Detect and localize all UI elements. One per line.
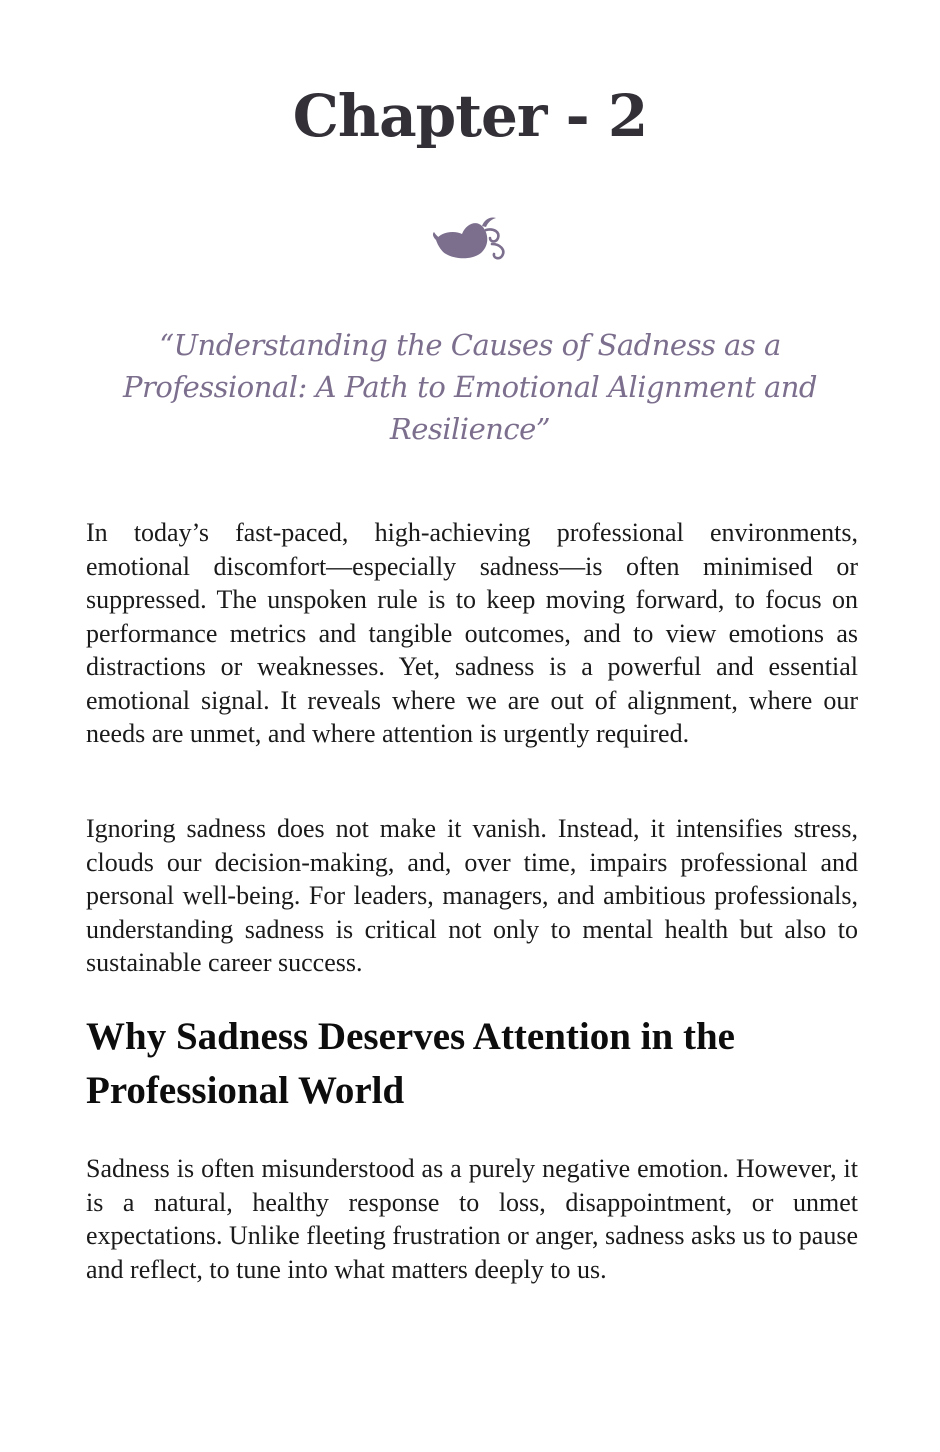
body-paragraph: Sadness is often misunderstood as a purely negative emotion. However, it is a natural, healthy response to loss, disappointment, or unmet expectations. Unlike fleeting frustration or anger, sadness asks us to pause and reflect, to tune into what matters deeply to us.	[86, 1154, 858, 1284]
body-paragraph: Ignoring sadness does not make it vanish. Instead, it intensifies stress, clouds our decision-making, and, over time, impairs professional and personal well-being. For leaders, managers, and ambitious professionals, understanding sadness is critical not only to mental health but also to sustainable career success.	[86, 814, 858, 977]
chapter-subtitle: “Understanding the Causes of Sadness as a Professional: A Path to Emotional Alignment and Resilience”	[123, 328, 817, 446]
chapter-title: Chapter - 2	[292, 82, 648, 150]
leaf-swirl-ornament-icon	[430, 210, 510, 264]
body-paragraph: In today’s fast-paced, high-achieving professional environments, emotional discomfort—especially sadness—is often minimised or suppressed. The unspoken rule is to keep moving forward, to focus on performance metrics and tangible outcomes, and to view emotions as distractions or weaknesses. Yet, sadness is a powerful and essential emotional signal. It reveals where we are out of alignment, where our needs are unmet, and where attention is urgently required.	[86, 518, 858, 748]
section-heading: Why Sadness Deserves Attention in the Professional World	[86, 1015, 735, 1112]
